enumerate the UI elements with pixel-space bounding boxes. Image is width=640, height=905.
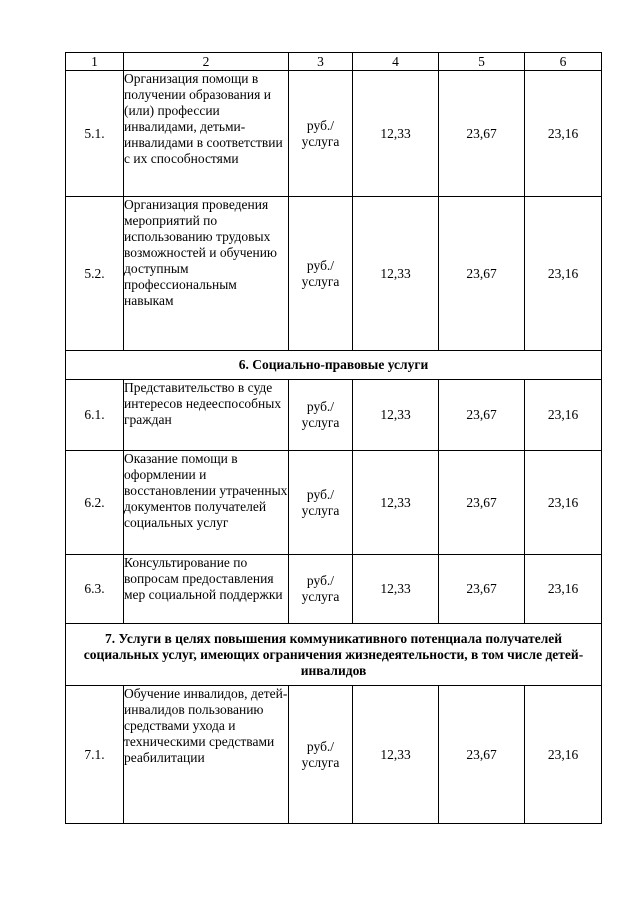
- section-title: 6. Социально-правовые услуги: [66, 351, 602, 380]
- column-number-6: 6: [525, 53, 602, 71]
- value-col-5: 23,67: [439, 451, 525, 555]
- row-number: 6.3.: [66, 555, 124, 624]
- value-col-4: 12,33: [353, 71, 439, 197]
- value-col-6: 23,16: [525, 380, 602, 451]
- service-name: Оказание помощи в оформлении и восстановлении утраченных документов получателей социальных услуг: [124, 451, 289, 555]
- table-row: [66, 555, 602, 624]
- value-col-6: 23,16: [525, 555, 602, 624]
- service-name: Организация проведения мероприятий по использованию трудовых возможностей и обучению доступным профессиональным навыкам: [124, 197, 289, 351]
- table-row: [66, 451, 602, 555]
- value-col-5: 23,67: [439, 71, 525, 197]
- value-col-5: 23,67: [439, 197, 525, 351]
- value-col-6: 23,16: [525, 451, 602, 555]
- value-col-6: 23,16: [525, 686, 602, 824]
- section-header-row: [66, 624, 602, 686]
- column-number-row: [66, 53, 602, 71]
- table-row: [66, 197, 602, 351]
- column-number-2: 2: [124, 53, 289, 71]
- value-col-6: 23,16: [525, 197, 602, 351]
- value-col-4: 12,33: [353, 197, 439, 351]
- tariff-table: [65, 52, 602, 824]
- value-col-4: 12,33: [353, 451, 439, 555]
- row-number: 6.1.: [66, 380, 124, 451]
- value-col-4: 12,33: [353, 555, 439, 624]
- table-row: [66, 686, 602, 824]
- column-number-5: 5: [439, 53, 525, 71]
- section-header-row: [66, 351, 602, 380]
- value-col-5: 23,67: [439, 380, 525, 451]
- unit-cell: руб./ услуга: [289, 197, 353, 351]
- row-number: 6.2.: [66, 451, 124, 555]
- value-col-4: 12,33: [353, 686, 439, 824]
- value-col-5: 23,67: [439, 555, 525, 624]
- row-number: 5.2.: [66, 197, 124, 351]
- unit-cell: руб./ услуга: [289, 555, 353, 624]
- table-row: [66, 380, 602, 451]
- table-row: [66, 71, 602, 197]
- value-col-6: 23,16: [525, 71, 602, 197]
- value-col-5: 23,67: [439, 686, 525, 824]
- row-number: 7.1.: [66, 686, 124, 824]
- value-col-4: 12,33: [353, 380, 439, 451]
- service-name: Представительство в суде интересов недееспособных граждан: [124, 380, 289, 451]
- unit-cell: руб./ услуга: [289, 71, 353, 197]
- column-number-4: 4: [353, 53, 439, 71]
- unit-cell: руб./ услуга: [289, 686, 353, 824]
- column-number-1: 1: [66, 53, 124, 71]
- section-title: 7. Услуги в целях повышения коммуникативного потенциала получателей социальных услуг, имеющих ограничения жизнедеятельности, в том числе детей-инвалидов: [66, 624, 602, 686]
- unit-cell: руб./ услуга: [289, 380, 353, 451]
- service-name: Консультирование по вопросам предоставления мер социальной поддержки: [124, 555, 289, 624]
- unit-cell: руб./ услуга: [289, 451, 353, 555]
- column-number-3: 3: [289, 53, 353, 71]
- service-name: Организация помощи в получении образования и (или) профессии инвалидами, детьми-инвалидами в соответствии с их способностями: [124, 71, 289, 197]
- service-name: Обучение инвалидов, детей-инвалидов пользованию средствами ухода и техническими средствами реабилитации: [124, 686, 289, 824]
- row-number: 5.1.: [66, 71, 124, 197]
